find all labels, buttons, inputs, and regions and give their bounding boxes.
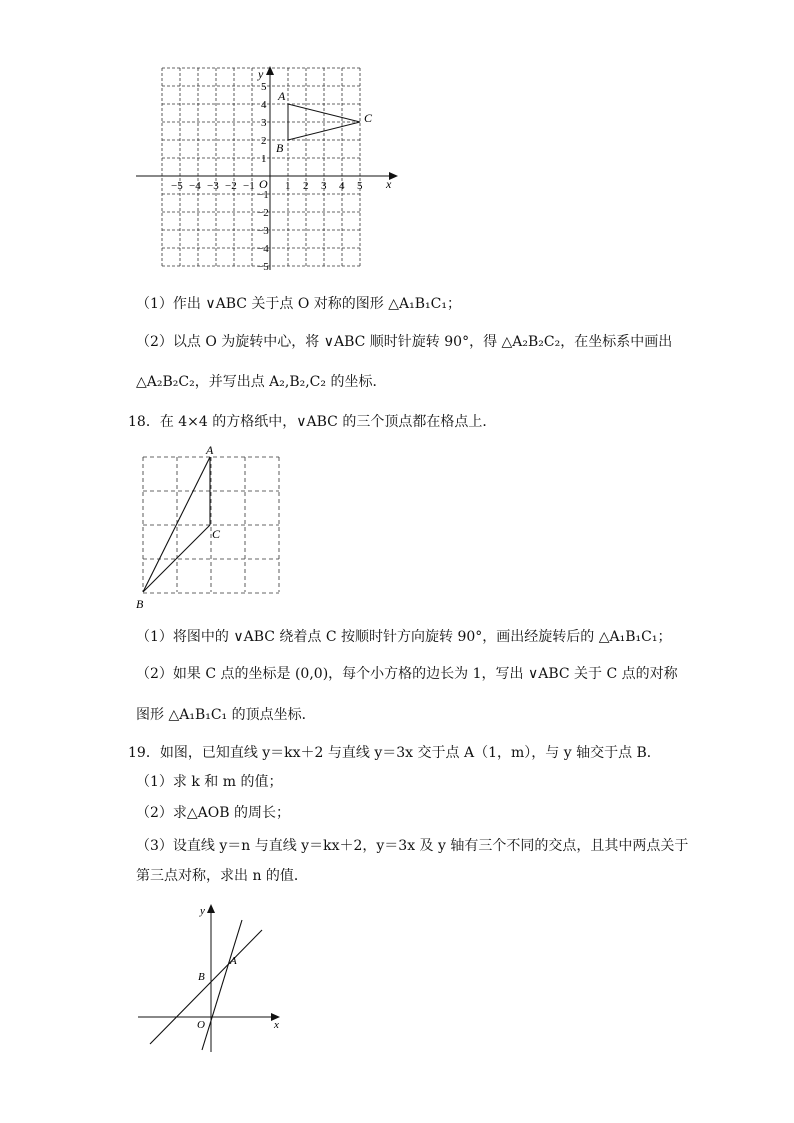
x-tick-label: −4 bbox=[189, 180, 201, 192]
y-tick-label: 2 bbox=[261, 135, 267, 147]
x-tick-label: 3 bbox=[321, 180, 327, 192]
x-tick-label: −2 bbox=[225, 180, 237, 192]
q19-part3-line2: 第三点对称，求出 n 的值． bbox=[136, 868, 308, 884]
origin-label: O bbox=[197, 1019, 205, 1031]
vertex-label-a: A bbox=[278, 89, 286, 103]
square-grid-figure bbox=[132, 442, 284, 614]
q18-part2-line2: 图形 △A₁B₁C₁ 的顶点坐标． bbox=[136, 707, 316, 723]
y-tick-label: −4 bbox=[257, 243, 269, 255]
vertex-label-b: B bbox=[276, 141, 284, 155]
y-tick-label: −1 bbox=[257, 189, 269, 201]
q18-part1: （1）将图中的 ∨ABC 绕着点 C 按顺时针方向旋转 90°，画出经旋转后的 △A₁B₁C₁； bbox=[136, 629, 672, 645]
y-axis-label: y bbox=[200, 905, 205, 917]
x-axis-label: x bbox=[386, 177, 392, 191]
point-b-label: B bbox=[198, 971, 205, 983]
vertex-label-c: C bbox=[364, 111, 373, 125]
q18-part2-line1: （2）如果 C 点的坐标是 (0,0)，每个小方格的边长为 1，写出 ∨ABC 关于 C 点的对称 bbox=[136, 666, 678, 682]
x-tick-label: −1 bbox=[243, 180, 255, 192]
origin-label: O bbox=[259, 177, 268, 191]
x-axis-label: x bbox=[274, 1019, 279, 1031]
y-axis-arrow-icon bbox=[266, 66, 274, 75]
y-tick-label: 3 bbox=[261, 117, 267, 129]
q19-part2: （2）求△AOB 的周长； bbox=[136, 805, 290, 821]
y-axis-label: y bbox=[258, 67, 264, 81]
y-axis-arrow-icon bbox=[207, 904, 215, 913]
coordinate-grid-figure bbox=[130, 64, 410, 276]
y-tick-label: −2 bbox=[257, 207, 269, 219]
q19-part1: （1）求 k 和 m 的值； bbox=[136, 774, 283, 790]
y-tick-label: 1 bbox=[261, 153, 267, 165]
q17-part2-line2: △A₂B₂C₂，并写出点 A₂,B₂,C₂ 的坐标． bbox=[136, 374, 387, 390]
q17-part1: （1）作出 ∨ABC 关于点 O 对称的图形 △A₁B₁C₁； bbox=[136, 296, 461, 312]
segment-bc bbox=[143, 525, 210, 592]
line-kx-plus-2 bbox=[150, 930, 262, 1044]
q17-part2-line1: （2）以点 O 为旋转中心，将 ∨ABC 顺时针旋转 90°，得 △A₂B₂C₂，在坐标系中画出 bbox=[136, 334, 673, 350]
y-tick-label: −5 bbox=[257, 261, 269, 273]
x-tick-label: −5 bbox=[171, 180, 183, 192]
point-a-label: A bbox=[206, 443, 214, 457]
dashed-grid-4x4 bbox=[143, 457, 279, 593]
x-tick-label: 4 bbox=[339, 180, 345, 192]
y-tick-label: −3 bbox=[257, 225, 269, 237]
q18-stem: 18．在 4×4 的方格纸中，∨ABC 的三个顶点都在格点上． bbox=[128, 414, 497, 430]
y-tick-label: 5 bbox=[261, 81, 267, 93]
y-tick-label: 4 bbox=[261, 99, 267, 111]
lines-figure bbox=[132, 900, 292, 1060]
segment-ab bbox=[143, 457, 210, 592]
point-b-label: B bbox=[136, 597, 144, 611]
q19-stem: 19．如图，已知直线 y＝kx＋2 与直线 y＝3x 交于点 A（1，m），与 y 轴交于点 B． bbox=[128, 745, 661, 761]
x-tick-label: −3 bbox=[207, 180, 219, 192]
x-tick-label: 1 bbox=[285, 180, 291, 192]
x-tick-label: 5 bbox=[357, 180, 363, 192]
x-tick-label: 2 bbox=[303, 180, 309, 192]
q19-part3-line1: （3）设直线 y＝n 与直线 y＝kx＋2，y＝3x 及 y 轴有三个不同的交点，且其中两点关于 bbox=[136, 838, 689, 854]
point-c-label: C bbox=[212, 527, 221, 541]
point-a-label: A bbox=[230, 955, 237, 967]
